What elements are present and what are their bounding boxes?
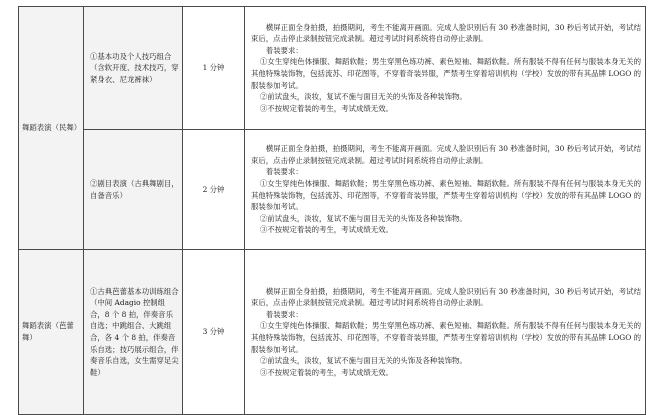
dress-code-item: ①女生穿纯色体操服、舞蹈软鞋；男生穿黑色练功裤、素色短袖、舞蹈软鞋。所有服装不得有任何与服装本身无关的其他特殊装饰物，包括流苏、印花图等，不穿着奇装异服，严禁考生穿着培训机构（学校）发放的带有其品牌 LOGO 的服装参加考试。 [251,57,641,90]
dress-code-item: ③不按规定着装的考生，考试成绩无效。 [259,367,393,377]
exam-item-cell: ①基本功及个人技巧组合（含软开度、技术技巧，穿紧身衣、尼龙裤袜） [84,7,183,130]
dress-code-item: ③不按规定着装的考生，考试成绩无效。 [259,103,393,113]
dress-code-item: ③不按规定着装的考生，考试成绩无效。 [259,225,393,235]
dress-code-label: 着装要求： [265,167,303,177]
duration-cell: 3 分钟 [183,250,245,415]
dress-code-item: ②前试盘头，淡妆，复试不施与面目无关的头饰及各种装饰物。 [259,356,467,366]
filming-instructions: 横屏正面全身拍摄，拍摄期间，考生不能离开画面。完成人脸识别后有 30 秒准备时间，30 秒后考试开始，考试结束后，点击停止录制按钮完成录制。超过考试时间系统将自动停止录制。 [251,22,641,44]
duration-cell: 1 分钟 [183,7,245,130]
dress-code-item: ②前试盘头，淡妆，复试不施与面目无关的头饰及各种装饰物。 [259,92,467,102]
table-row [19,250,646,415]
dress-code-label: 着装要求： [265,45,303,55]
requirements-cell [245,7,646,130]
exam-requirements-document [18,6,646,406]
filming-instructions: 横屏正面全身拍摄，拍摄期间，考生不能离开画面。完成人脸识别后有 30 秒准备时间，30 秒后考试开始，考试结束后，点击停止录制按钮完成录制。超过考试时间系统将自动停止录制。 [251,144,641,165]
exam-item-cell: ①古典芭蕾基本功训练组合（中间 Adagio 控制组合，8 个 8 拍，伴奏音乐自选；中跳组合、大跳组合，各 4 个 8 拍，伴奏音乐自选；技巧展示组合，伴奏音乐自选，女生需穿足尖鞋） [84,250,183,415]
exam-item-cell: ②剧目表演（古典舞剧目，自备音乐） [84,130,183,250]
exam-requirements-table [18,6,646,415]
filming-instructions: 横屏正面全身拍摄，拍摄期间，考生不能离开画面。完成人脸识别后有 30 秒准备时间，30 秒后考试开始，考试结束后，点击停止录制按钮完成录制。超过考试时间系统将自动停止录制。 [251,286,641,308]
dress-code-item: ①女生穿纯色体操服、舞蹈软鞋；男生穿黑色练功裤、素色短袖、舞蹈软鞋。所有服装不得有任何与服装本身无关的其他特殊装饰物，包括流苏、印花图等，不穿着奇装异服，严禁考生穿着培训机构（学校）发放的带有其品牌 LOGO 的服装参加考试。 [251,178,641,212]
dress-code-item: ②前试盘头，淡妆，复试不施与面目无关的头饰及各种装饰物。 [259,213,467,223]
table-row [19,7,646,130]
requirements-cell [245,250,646,415]
dress-code-item: ①女生穿纯色体操服、舞蹈软鞋；男生穿黑色练功裤、素色短袖、舞蹈软鞋。所有服装不得有任何与服装本身无关的其他特殊装饰物，包括流苏、印花图等，不穿着奇装异服，严禁考生穿着培训机构（学校）发放的带有其品牌 LOGO 的服装参加考试。 [251,321,641,354]
table-row [19,130,646,250]
duration-cell: 2 分钟 [183,130,245,250]
category-cell: 舞蹈表演（芭蕾舞） [19,250,84,415]
category-cell: 舞蹈表演（民舞） [19,7,84,250]
requirements-cell [245,130,646,250]
dress-code-label: 着装要求： [265,309,303,319]
